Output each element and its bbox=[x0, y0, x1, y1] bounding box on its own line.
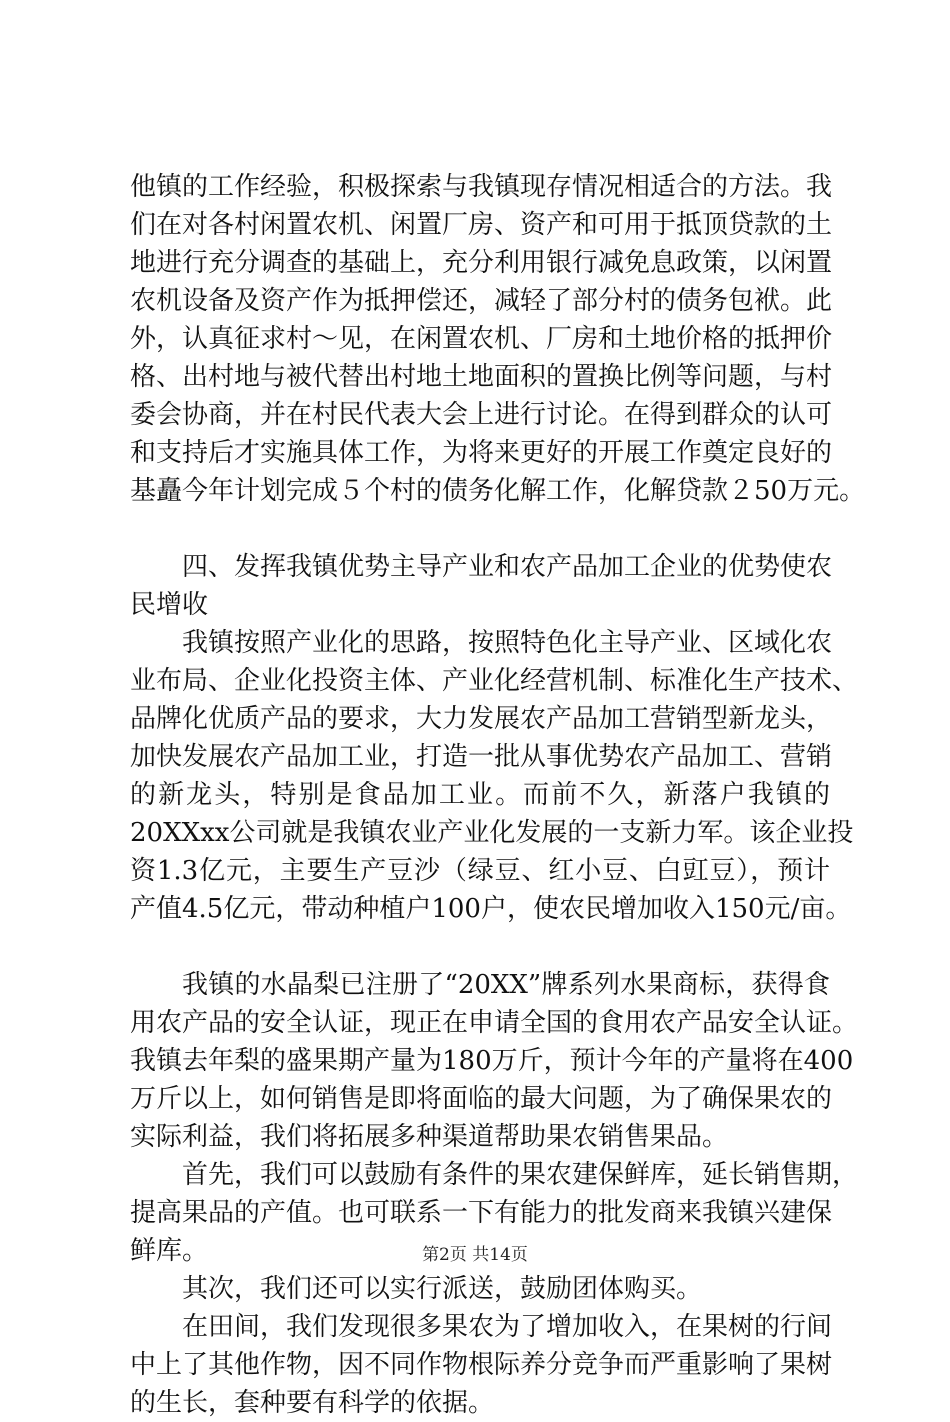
text-line: 他镇的工作经验，积极探索与我镇现存情况相适合的方法。我 bbox=[130, 172, 833, 202]
text-line: 实际利益，我们将拓展多种渠道帮助果农销售果品。 bbox=[130, 1122, 729, 1152]
text-line: 的生长，套种要有科学的依据。 bbox=[130, 1388, 495, 1418]
text-line: 四、发挥我镇优势主导产业和农产品加工企业的优势使农 bbox=[182, 552, 833, 582]
text-line: 资1.3亿元，主要生产豆沙（绿豆、红小豆、白豇豆），预计 bbox=[130, 856, 830, 886]
text-line: 我镇去年梨的盛果期产量为180万斤，预计今年的产量将在400 bbox=[130, 1046, 854, 1076]
paragraph bbox=[130, 624, 859, 928]
text-line: 们在对各村闲置农机、闲置厂房、资产和可用于抵顶贷款的土 bbox=[130, 210, 833, 240]
text-line: 业布局、企业化投资主体、产业化经营机制、标准化生产技术、 bbox=[130, 666, 859, 696]
text-line: 民增收 bbox=[130, 590, 209, 620]
page-footer: 第2页 共14页 bbox=[422, 1245, 528, 1265]
text-line: 鲜库。 bbox=[130, 1236, 209, 1266]
paragraph bbox=[130, 1270, 830, 1308]
text-line: 格、出村地与被代替出村地土地面积的置换比例等问题，与村 bbox=[130, 362, 833, 392]
text-line: 农机设备及资产作为抵押偿还，减轻了部分村的债务包袱。此 bbox=[130, 286, 833, 316]
text-line: 首先，我们可以鼓励有条件的果农建保鲜库，延长销售期， bbox=[182, 1160, 859, 1190]
text-line: 20XXxx公司就是我镇农业产业化发展的一支新力军。该企业投 bbox=[130, 818, 854, 848]
text-line: 提高果品的产值。也可联系一下有能力的批发商来我镇兴建保 bbox=[130, 1198, 833, 1228]
text-line: 产值4.5亿元，带动种植户100户，使农民增加收入150元/亩。 bbox=[130, 894, 852, 924]
paragraph bbox=[130, 1308, 833, 1422]
text-line: 万斤以上，如何销售是即将面临的最大问题，为了确保果农的 bbox=[130, 1084, 833, 1114]
section-heading bbox=[130, 548, 833, 624]
paragraph bbox=[130, 966, 859, 1156]
text-line: 中上了其他作物，因不同作物根际养分竞争而严重影响了果树 bbox=[130, 1350, 833, 1380]
text-line: 我镇的水晶梨已注册了“20XX”牌系列水果商标，获得食 bbox=[182, 970, 830, 1000]
paragraph-gap bbox=[130, 928, 830, 966]
text-line: 的新龙头，特别是食品加工业。而前不久，新落户我镇的 bbox=[130, 780, 830, 810]
paragraph-gap bbox=[130, 510, 830, 548]
paragraph bbox=[130, 168, 866, 510]
text-line: 加快发展农产品加工业，打造一批从事优势农产品加工、营销 bbox=[130, 742, 833, 772]
text-line: 用农产品的安全认证，现正在申请全国的食用农产品安全认证。 bbox=[130, 1008, 859, 1038]
text-line: 和支持后才实施具体工作，为将来更好的开展工作奠定良好的 bbox=[130, 438, 833, 468]
text-line: 委会协商，并在村民代表大会上进行讨论。在得到群众的认可 bbox=[130, 400, 833, 430]
text-line: 地进行充分调查的基础上，充分利用银行减免息政策，以闲置 bbox=[130, 248, 833, 278]
text-line: 品牌化优质产品的要求，大力发展农产品加工营销型新龙头， bbox=[130, 704, 833, 734]
text-line: 我镇按照产业化的思路，按照特色化主导产业、区域化农 bbox=[182, 628, 833, 658]
text-line: 其次，我们还可以实行派送，鼓励团体购买。 bbox=[182, 1274, 703, 1304]
text-line: 外，认真征求村～见，在闲置农机、厂房和土地价格的抵押价 bbox=[130, 324, 833, 354]
document-body bbox=[130, 168, 866, 1422]
text-line: 基矗今年计划完成５个村的债务化解工作，化解贷款２50万元。 bbox=[130, 476, 866, 506]
text-line: 在田间，我们发现很多果农为了增加收入，在果树的行间 bbox=[182, 1312, 833, 1342]
